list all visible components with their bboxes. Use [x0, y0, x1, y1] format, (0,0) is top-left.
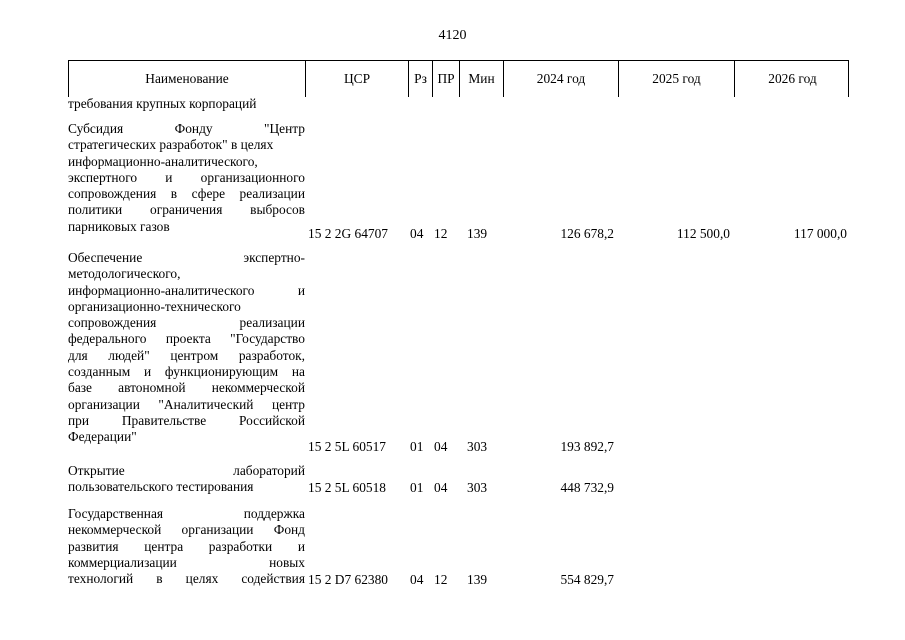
row-name-line: Федерации"	[68, 429, 137, 445]
row-rz: 04	[410, 226, 424, 241]
row-min: 139	[467, 572, 488, 587]
header-csr-cell	[306, 61, 409, 97]
header-pr: ПР	[437, 71, 455, 86]
row-name-line: информационно-аналитического и	[68, 282, 305, 298]
row-name-line: некоммерческой организации Фонд	[68, 522, 305, 538]
header-name-cell	[69, 61, 306, 97]
row-csr: 15 2 5L 60517	[308, 439, 386, 454]
row-pr: 04	[434, 439, 448, 454]
header-2025-cell	[619, 61, 735, 97]
header-pr-cell	[433, 61, 460, 97]
row-name-line: при Правительстве Российской	[68, 412, 305, 428]
row-name-line: информационно-аналитического,	[68, 153, 258, 169]
row-rz: 01	[410, 439, 424, 454]
row-pr: 04	[434, 480, 448, 495]
row-name-line: федерального проекта "Государство	[68, 331, 305, 347]
row-name-line: экспертного и организационного	[68, 169, 305, 185]
header-2026: 2026 год	[768, 71, 817, 86]
header-2024: 2024 год	[536, 71, 586, 86]
row-2026: 117 000,0	[793, 226, 847, 241]
header-2026-cell	[735, 61, 850, 97]
row-name	[68, 121, 305, 235]
row-name-line: организационно-технического	[68, 298, 241, 314]
header-min-cell	[460, 61, 504, 97]
header-min: Мин	[468, 71, 495, 86]
row-name-line: развития центра разработки и	[68, 538, 305, 554]
header-name: Наименование	[145, 71, 229, 86]
row-name-line: для людей" центром разработок,	[68, 347, 305, 363]
row-name-line: технологий в целях содействия	[68, 571, 305, 587]
header-csr: ЦСР	[343, 71, 371, 86]
row-2024: 554 829,7	[560, 572, 614, 587]
row-csr: 15 2 D7 62380	[308, 572, 388, 587]
row-min: 303	[467, 439, 488, 454]
header-rz: Рз	[414, 71, 427, 86]
row-name	[68, 506, 305, 587]
row-name-line: Открытие лабораторий	[68, 463, 305, 478]
row-name-line: сопровождения в сфере реализации	[68, 186, 305, 202]
row-min: 303	[467, 480, 488, 495]
header-2025: 2025 год	[652, 71, 701, 86]
row-name-line: коммерциализации новых	[68, 554, 305, 570]
row-csr: 15 2 2G 64707	[308, 226, 388, 241]
row-2024: 193 892,7	[560, 439, 614, 454]
row-name-line: методологического,	[68, 266, 181, 282]
row-name-line: организации "Аналитический центр	[68, 396, 305, 412]
row-name-line: Субсидия Фонду "Центр	[68, 121, 305, 136]
header-2024-cell	[504, 61, 619, 97]
header-rz-cell	[409, 61, 433, 97]
row-name-line: базе автономной некоммерческой	[68, 380, 305, 396]
row-name-line: пользовательского тестирования	[68, 479, 254, 495]
row-name-line: политики ограничения выбросов	[68, 202, 305, 218]
row-name	[68, 250, 305, 446]
row-2025: 112 500,0	[676, 226, 730, 241]
row-name-line: созданным и функционирующим на	[68, 364, 305, 380]
row-min: 139	[467, 226, 488, 241]
row-pr: 12	[434, 226, 448, 241]
table-header	[68, 60, 849, 97]
row-name	[68, 463, 305, 496]
row-csr: 15 2 5L 60518	[308, 480, 386, 495]
row-name-line: Обеспечение экспертно-	[68, 250, 305, 265]
row-rz: 04	[410, 572, 424, 587]
row-name-line: Государственная поддержка	[68, 506, 305, 521]
row-pr: 12	[434, 572, 448, 587]
continuation-text: требования крупных корпораций	[68, 96, 257, 111]
row-2024: 448 732,9	[560, 480, 614, 495]
row-name-line: парниковых газов	[68, 218, 170, 234]
row-name-line: стратегических разработок" в целях	[68, 137, 274, 153]
row-name-line: сопровождения реализации	[68, 315, 305, 331]
row-rz: 01	[410, 480, 424, 495]
row-2024: 126 678,2	[560, 226, 614, 241]
page-number: 4120	[438, 28, 467, 43]
